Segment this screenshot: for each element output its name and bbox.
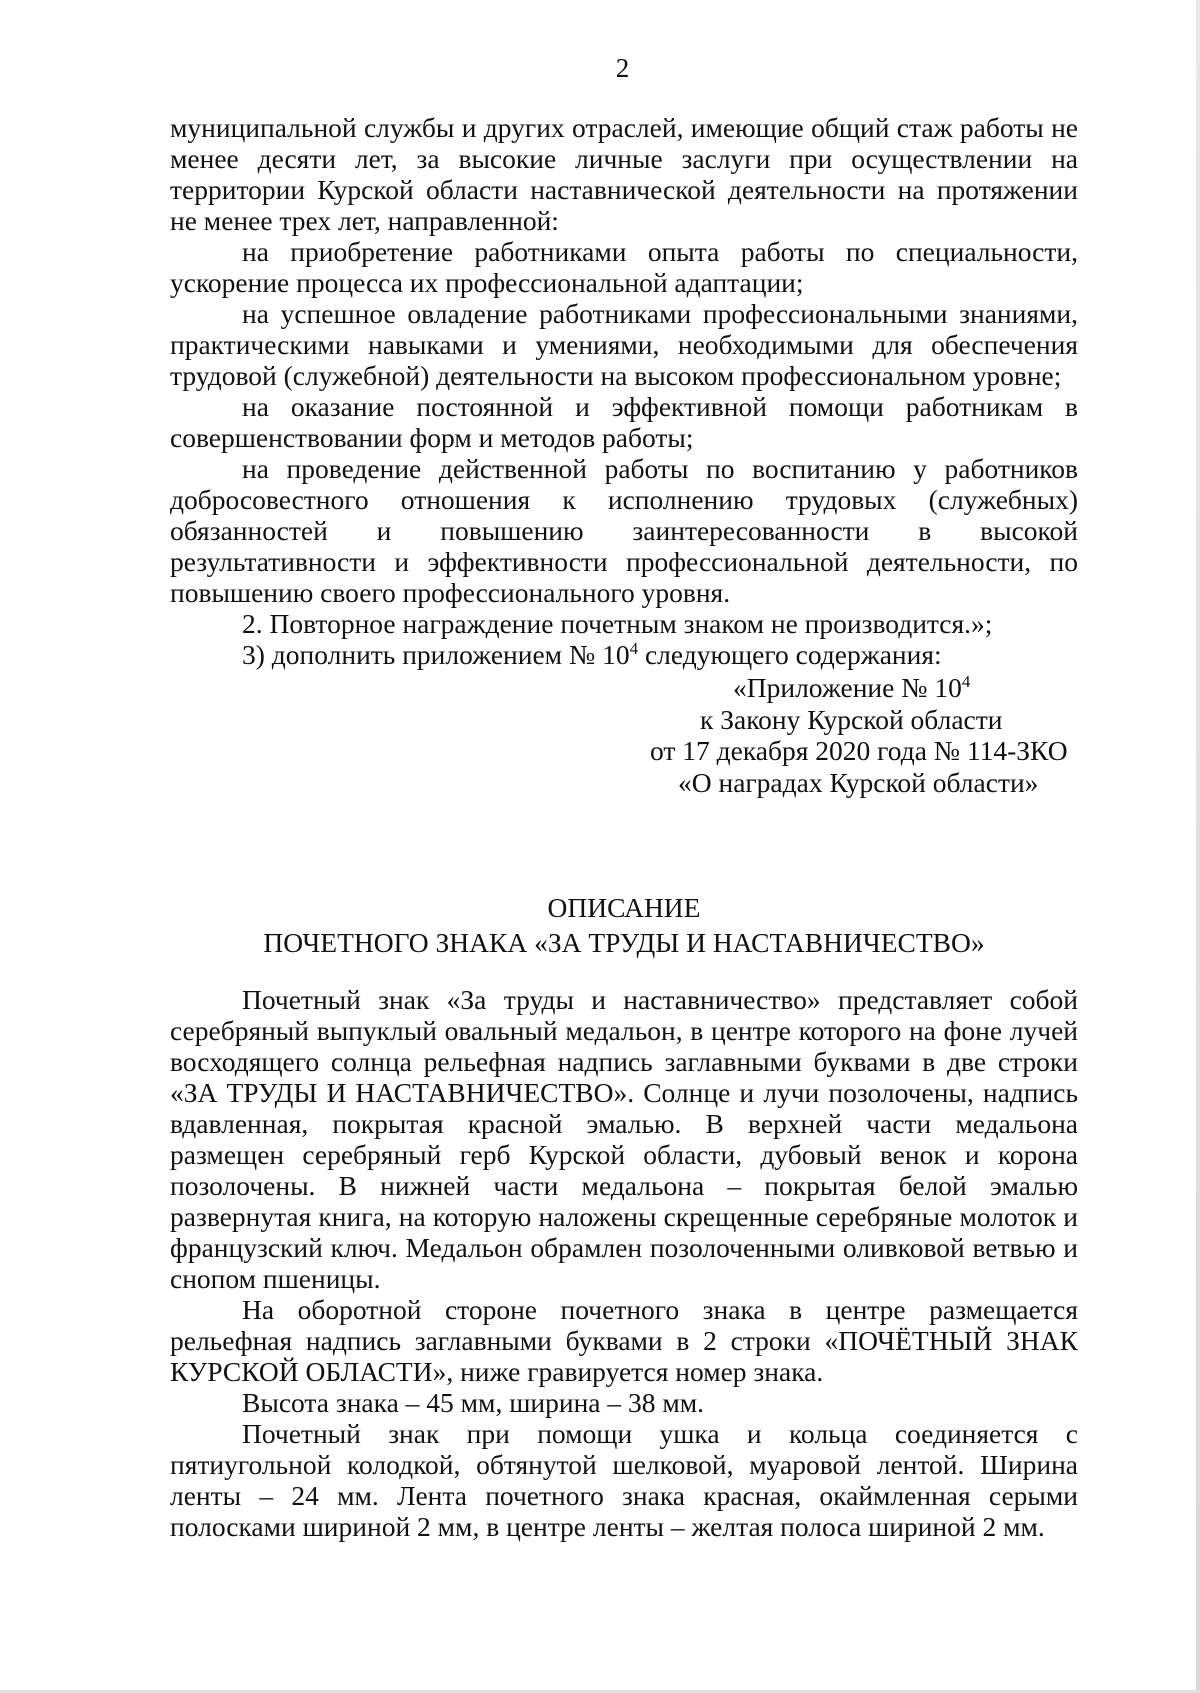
clause-3-paragraph (170, 639, 1078, 670)
clause-2-paragraph: 2. Повторное награждение почетным знаком не производится.»; (242, 608, 993, 639)
description-paragraph: Высота знака – 45 мм, ширина – 38 мм. (242, 1387, 705, 1418)
appendix-line-2: к Закону Курской области (700, 703, 1003, 735)
direction-paragraph: на оказание постоянной и эффективной помощи работникам в совершенствовании форм и методов работы; (170, 391, 1078, 453)
title-line-2: ПОЧЕТНОГО ЗНАКА «ЗА ТРУДЫ И НАСТАВНИЧЕСТВО» (263, 927, 985, 958)
direction-paragraph: на приобретение работниками опыта работы по специальности, ускорение процесса их профессиональной адаптации; (170, 236, 1078, 298)
badge-description (170, 984, 1078, 1542)
scan-edge (1196, 0, 1200, 1693)
page-number: 2 (615, 53, 630, 83)
appendix-number-superscript: 4 (961, 671, 971, 691)
clause-3-suffix: следующего содержания: (638, 639, 942, 670)
direction-paragraph: на успешное овладение работниками профессиональными знаниями, практическими навыками и умениями, необходимыми для обеспечения трудовой (служебной) деятельности на высоком профессиональном уровне; (170, 298, 1078, 391)
appendix-line-4: «О наградах Курской области» (678, 766, 1039, 798)
description-title (170, 890, 1078, 960)
clause-3-text: 3) дополнить приложением № 10 (242, 639, 630, 670)
clause-3-superscript: 4 (629, 638, 639, 658)
appendix-line-3: от 17 декабря 2020 года № 114-ЗКО (650, 735, 1068, 766)
direction-paragraph: на проведение действенной работы по воспитанию у работников добросовестного отношения к исполнению трудовых (служебных) обязанностей и повышению заинтересованности в высокой результативности и эффективности профессиональной деятельности, по повышению своего профессионального уровня. (170, 453, 1078, 608)
title-line-1: ОПИСАНИЕ (547, 892, 701, 923)
appendix-header (600, 672, 1140, 798)
appendix-line-1 (600, 672, 1140, 704)
intro-paragraph: муниципальной службы и других отраслей, имеющие общий стаж работы не менее десяти лет, за высокие личные заслуги при осуществлении на территории Курской области наставнической деятельности на протяжении не менее трех лет, направленной: (170, 112, 1078, 236)
description-paragraph: Почетный знак при помощи ушка и кольца соединяется с пятиугольной колодкой, обтянутой шелковой, муаровой лентой. Ширина ленты – 24 мм. Лента почетного знака красная, окаймленная серыми полосками шириной 2 мм, в центре ленты – желтая полоса шириной 2 мм. (170, 1418, 1078, 1542)
appendix-number-text: «Приложение № 10 (733, 672, 962, 703)
description-paragraph: На оборотной стороне почетного знака в центре размещается рельефная надпись заглавными буквами в 2 строки «ПОЧЁТНЫЙ ЗНАК КУРСКОЙ ОБЛАСТИ», ниже гравируется номер знака. (170, 1294, 1078, 1387)
law-amendment-text (170, 112, 1078, 670)
description-paragraph: Почетный знак «За труды и наставничество» представляет собой серебряный выпуклый овальный медальон, в центре которого на фоне лучей восходящего солнца рельефная надпись заглавными буквами в две строки «ЗА ТРУДЫ И НАСТАВНИЧЕСТВО». Солнце и лучи позолочены, надпись вдавленная, покрытая красной эмалью. В верхней части медальона размещен серебряный герб Курской области, дубовый венок и корона позолочены. В нижней части медальона – покрытая белой эмалью развернутая книга, на которую наложены скрещенные серебряные молоток и французский ключ. Медальон обрамлен позолоченными оливковой ветвью и снопом пшеницы. (170, 984, 1078, 1294)
